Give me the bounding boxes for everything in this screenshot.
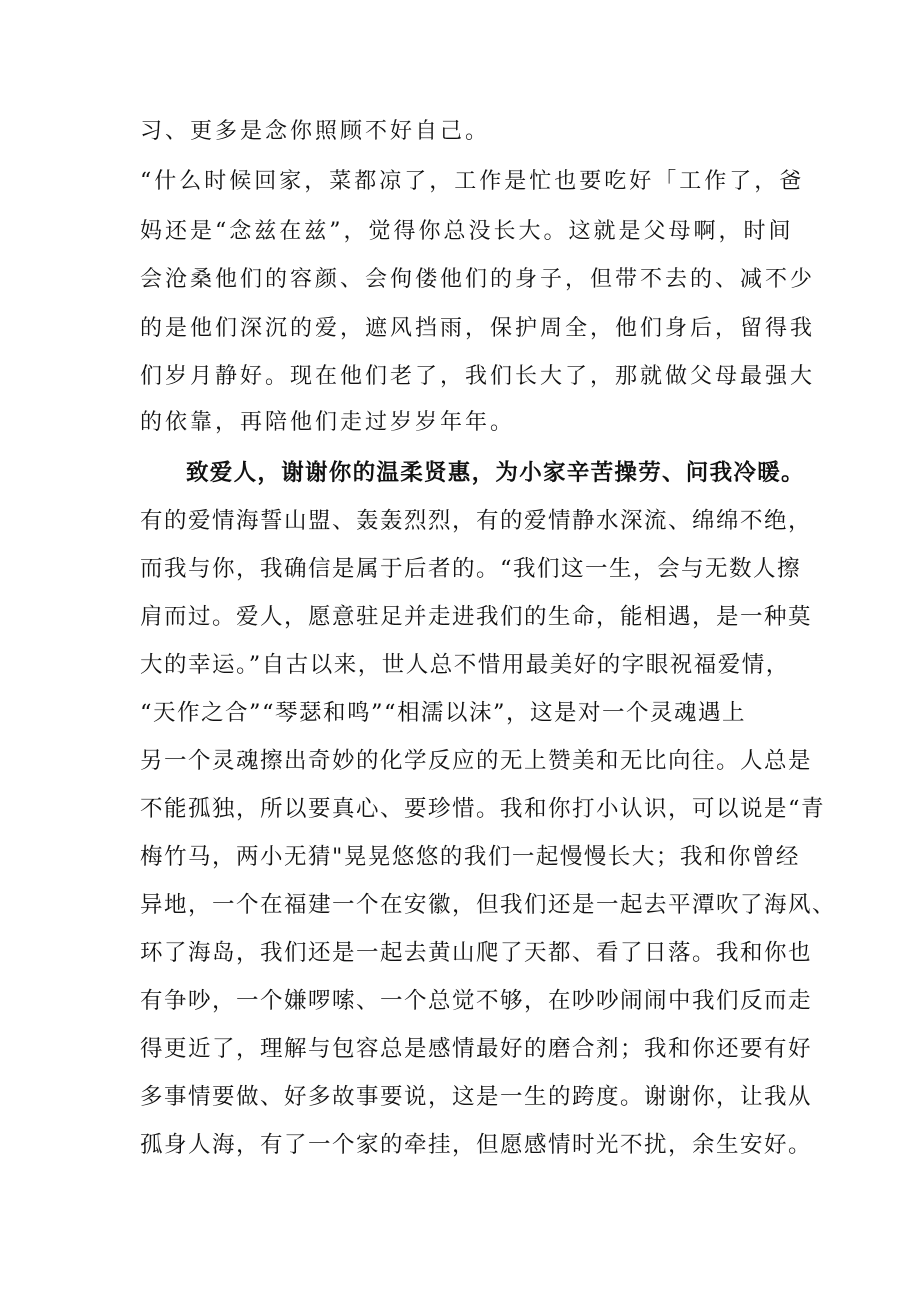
section-heading: 致爱人，谢谢你的温柔贤惠，为小家辛苦操劳、问我冷暖。 bbox=[186, 460, 805, 486]
paragraph-line: 会沧桑他们的容颜、会佝偻他们的身子，但带不去的、减不少 bbox=[140, 267, 816, 292]
paragraph-line: 的依靠，再陪他们走过岁岁年年。 bbox=[140, 410, 516, 435]
paragraph-line: 妈还是“念兹在兹”，觉得你总没长大。这就是父母啊，时间 bbox=[140, 219, 794, 244]
paragraph-line: 不能孤独，所以要真心、要珍惜。我和你打小认识，可以说是“青 bbox=[140, 796, 826, 822]
paragraph-line: 多事情要做、好多故事要说，这是一生的跨度。谢谢你，让我从 bbox=[140, 1084, 813, 1110]
paragraph-line: “什么时候回家，菜都凉了，工作是忙也要吃好「工作了，爸 bbox=[140, 169, 805, 194]
paragraph-line: 孤身人海，有了一个家的牵挂，但愿感情时光不扰，余生安好。 bbox=[140, 1132, 813, 1158]
paragraph-line: 大的幸运。”自古以来，世人总不惜用最美好的字眼祝福爱情， bbox=[140, 652, 790, 678]
paragraph-line: 有的爱情海誓山盟、轰轰烈烈，有的爱情静水深流、绵绵不绝， bbox=[140, 508, 813, 534]
paragraph-line: 得更近了，理解与包容总是感情最好的磨合剂；我和你还要有好 bbox=[140, 1036, 813, 1062]
paragraph-line: “天作之合”“琴瑟和鸣”“相濡以沫”，这是对一个灵魂遇上 bbox=[140, 700, 747, 726]
paragraph-line: 们岁月静好。现在他们老了，我们长大了，那就做父母最强大 bbox=[140, 364, 816, 389]
paragraph-line: 习、更多是念你照顾不好自己。 bbox=[140, 119, 491, 144]
paragraph-line: 另一个灵魂擦出奇妙的化学反应的无上赞美和无比向往。人总是 bbox=[140, 748, 813, 774]
paragraph-line: 异地，一个在福建一个在安徽，但我们还是一起去平潭吹了海风、 bbox=[140, 892, 837, 918]
paragraph-line: 的是他们深沉的爱，遮风挡雨，保护周全，他们身后，留得我 bbox=[140, 316, 816, 341]
paragraph-line: 梅竹马，两小无猜"晃晃悠悠的我们一起慢慢长大；我和你曾经 bbox=[140, 844, 800, 870]
paragraph-line: 环了海岛，我们还是一起去黄山爬了天都、看了日落。我和你也 bbox=[140, 940, 813, 966]
paragraph-line: 而我与你，我确信是属于后者的。“我们这一生，会与无数人擦 bbox=[140, 556, 802, 582]
paragraph-line: 肩而过。爱人，愿意驻足并走进我们的生命，能相遇，是一种莫 bbox=[140, 604, 813, 630]
paragraph-line: 有争吵，一个嫌啰嗦、一个总觉不够，在吵吵闹闹中我们反而走 bbox=[140, 988, 813, 1014]
